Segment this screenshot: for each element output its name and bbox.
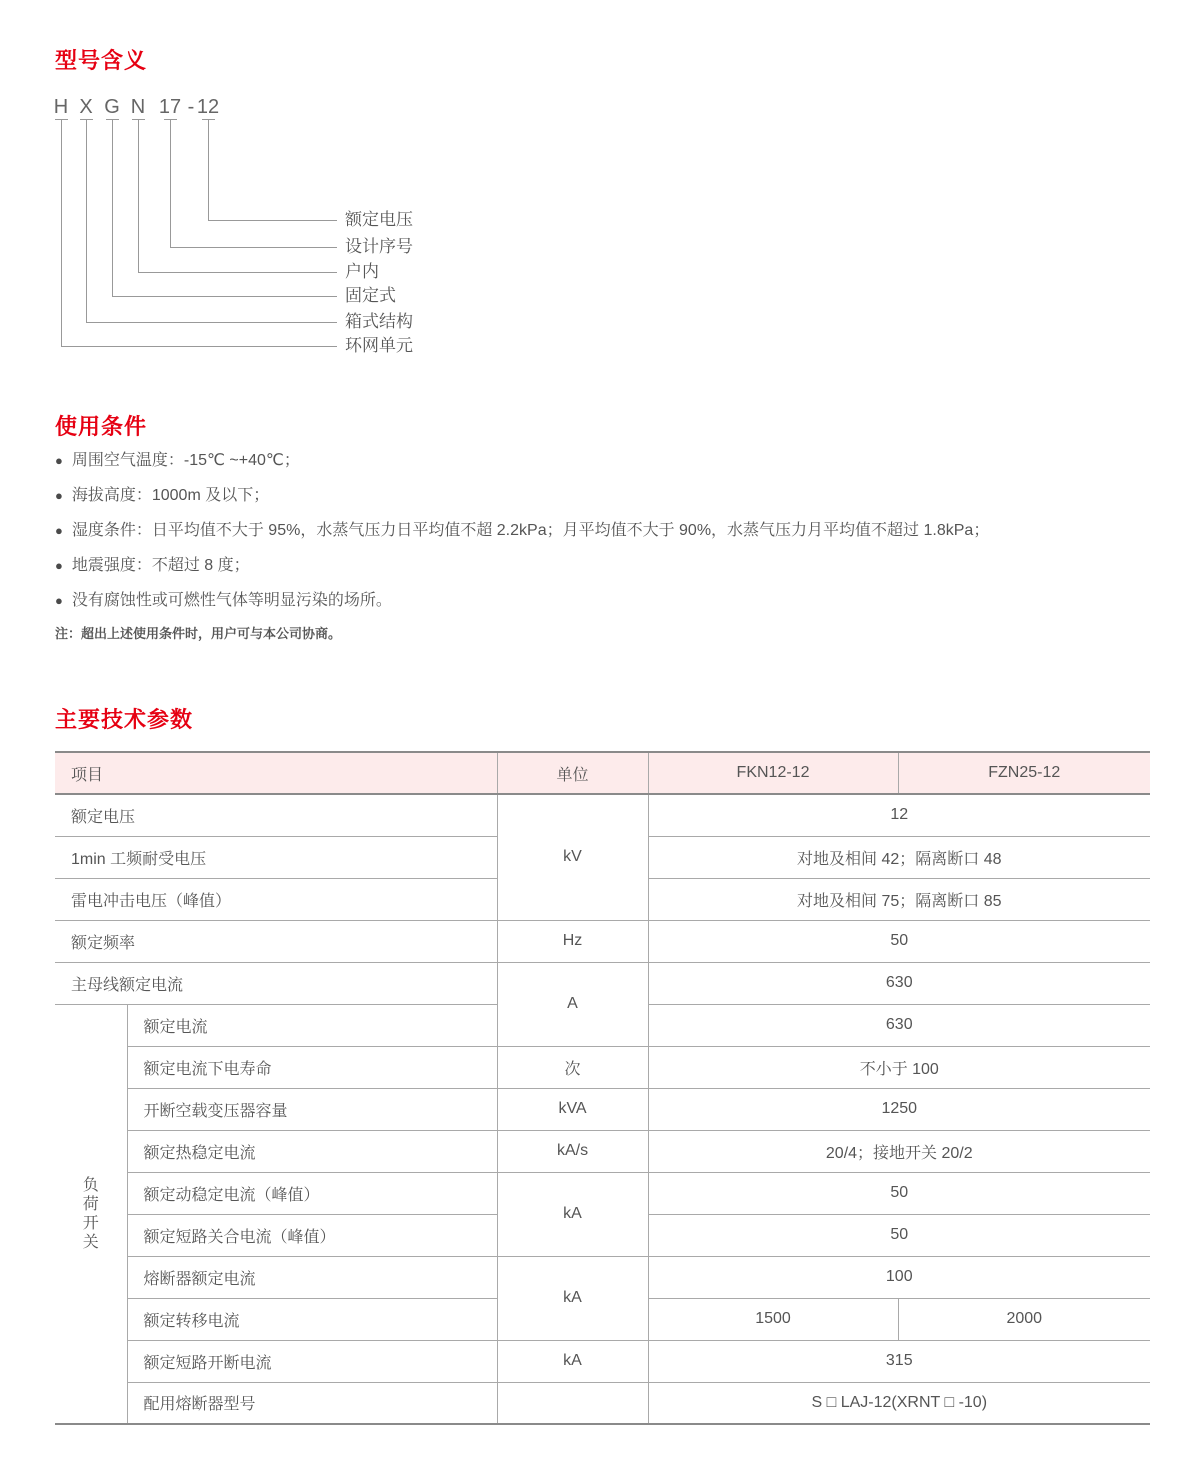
unit-cell: kA [497, 1340, 648, 1382]
value-cell: 50 [648, 1172, 1150, 1214]
unit-cell: kVA [497, 1088, 648, 1130]
connector-line [86, 120, 87, 322]
list-item [55, 520, 1150, 542]
table-row [55, 1046, 1150, 1088]
model-code-diagram [55, 96, 1150, 368]
model-code-char: G [104, 96, 120, 118]
group-label-load-switch: 负荷开关 [55, 1004, 127, 1424]
item-cell: 配用熔断器型号 [127, 1382, 497, 1424]
connector-line [61, 120, 62, 346]
usage-condition-text: 没有腐蚀性或可燃性气体等明显污染的场所。 [71, 592, 392, 609]
usage-note: 注：超出上述使用条件时，用户可与本公司协商。 [55, 626, 342, 641]
item-cell: 开断空载变压器容量 [127, 1088, 497, 1130]
unit-cell: kA [497, 1256, 648, 1340]
value-cell: 315 [648, 1340, 1150, 1382]
item-cell: 额定电流下电寿命 [127, 1046, 497, 1088]
value-cell: 100 [648, 1256, 1150, 1298]
list-item [55, 555, 1150, 577]
item-cell: 主母线额定电流 [55, 962, 497, 1004]
unit-cell: A [497, 962, 648, 1046]
item-cell: 1min 工频耐受电压 [55, 836, 497, 878]
item-cell: 额定电压 [55, 794, 497, 836]
branch-label-box-structure: 箱式结构 [345, 312, 413, 331]
connector-line [170, 247, 337, 248]
branch-label-design-serial: 设计序号 [345, 237, 413, 256]
connector-line [208, 120, 209, 220]
value-cell: 20/4；接地开关 20/2 [648, 1130, 1150, 1172]
item-cell: 额定电流 [127, 1004, 497, 1046]
value-cell: 对地及相间 75；隔离断口 85 [648, 878, 1150, 920]
connector-line [112, 120, 113, 296]
unit-cell: kA/s [497, 1130, 648, 1172]
branch-label-indoor: 户内 [345, 262, 379, 281]
header-unit: 单位 [497, 752, 648, 794]
usage-condition-text: 湿度条件：日平均值不大于 95%，水蒸气压力日平均值不超 2.2kPa；月平均值不大于 90%，水蒸气压力月平均值不超过 1.8kPa； [71, 522, 990, 539]
bullet-icon: ● [55, 593, 63, 608]
unit-cell: Hz [497, 920, 648, 962]
section-title-usage-conditions: 使用条件 [55, 414, 148, 439]
section-title-main-parameters: 主要技术参数 [55, 707, 194, 732]
model-code-char: X [79, 96, 93, 118]
model-code-char: - [187, 96, 195, 118]
value-cell-model1: 1500 [648, 1298, 898, 1340]
value-cell: 50 [648, 1214, 1150, 1256]
connector-line [61, 346, 337, 347]
table-row [55, 1172, 1150, 1214]
table-row [55, 1382, 1150, 1424]
section-title-model-meaning: 型号含义 [55, 48, 148, 73]
parameters-table [55, 751, 1150, 1425]
bullet-icon: ● [55, 488, 63, 503]
model-code-char: N [130, 96, 146, 118]
value-cell: 630 [648, 1004, 1150, 1046]
item-cell: 额定短路开断电流 [127, 1340, 497, 1382]
item-cell: 额定频率 [55, 920, 497, 962]
connector-line [170, 120, 171, 247]
model-code-char: H [53, 96, 69, 118]
connector-line [138, 272, 337, 273]
usage-condition-text: 地震强度：不超过 8 度； [71, 557, 250, 574]
table-row [55, 794, 1150, 836]
header-model1: FKN12-12 [648, 752, 898, 794]
table-row [55, 962, 1150, 1004]
unit-cell: kA [497, 1172, 648, 1256]
value-cell: 50 [648, 920, 1150, 962]
connector-line [86, 322, 337, 323]
table-header-row [55, 752, 1150, 794]
list-item [55, 485, 1150, 507]
connector-line [112, 296, 337, 297]
table-row [55, 1088, 1150, 1130]
table-row [55, 920, 1150, 962]
model-code-char: 17 [158, 96, 182, 118]
unit-cell: kV [497, 794, 648, 920]
header-model2: FZN25-12 [898, 752, 1150, 794]
unit-cell: 次 [497, 1046, 648, 1088]
bullet-icon: ● [55, 453, 63, 468]
unit-cell [497, 1382, 648, 1424]
usage-condition-text: 周围空气温度：-15℃ ~+40℃； [71, 452, 300, 469]
usage-conditions-list [55, 450, 1150, 612]
value-cell-model2: 2000 [898, 1298, 1150, 1340]
list-item [55, 450, 1150, 472]
branch-label-rated-voltage: 额定电压 [345, 210, 413, 229]
table-row [55, 1340, 1150, 1382]
bullet-icon: ● [55, 523, 63, 538]
bullet-icon: ● [55, 558, 63, 573]
value-cell: 12 [648, 794, 1150, 836]
value-cell: S □ LAJ-12(XRNT □ -10) [648, 1382, 1150, 1424]
item-cell: 额定短路关合电流（峰值） [127, 1214, 497, 1256]
list-item [55, 590, 1150, 612]
item-cell: 额定动稳定电流（峰值） [127, 1172, 497, 1214]
value-cell: 不小于 100 [648, 1046, 1150, 1088]
item-cell: 额定热稳定电流 [127, 1130, 497, 1172]
value-cell: 1250 [648, 1088, 1150, 1130]
model-code-char: 12 [196, 96, 220, 118]
value-cell: 对地及相间 42；隔离断口 48 [648, 836, 1150, 878]
item-cell: 雷电冲击电压（峰值） [55, 878, 497, 920]
table-row [55, 1130, 1150, 1172]
connector-line [208, 220, 337, 221]
item-cell: 额定转移电流 [127, 1298, 497, 1340]
branch-label-ring-main-unit: 环网单元 [345, 336, 413, 355]
table-row [55, 1256, 1150, 1298]
item-cell: 熔断器额定电流 [127, 1256, 497, 1298]
value-cell: 630 [648, 962, 1150, 1004]
header-item: 项目 [55, 752, 497, 794]
connector-line [138, 120, 139, 272]
branch-label-fixed-type: 固定式 [345, 286, 396, 305]
usage-condition-text: 海拔高度：1000m 及以下； [71, 487, 270, 504]
